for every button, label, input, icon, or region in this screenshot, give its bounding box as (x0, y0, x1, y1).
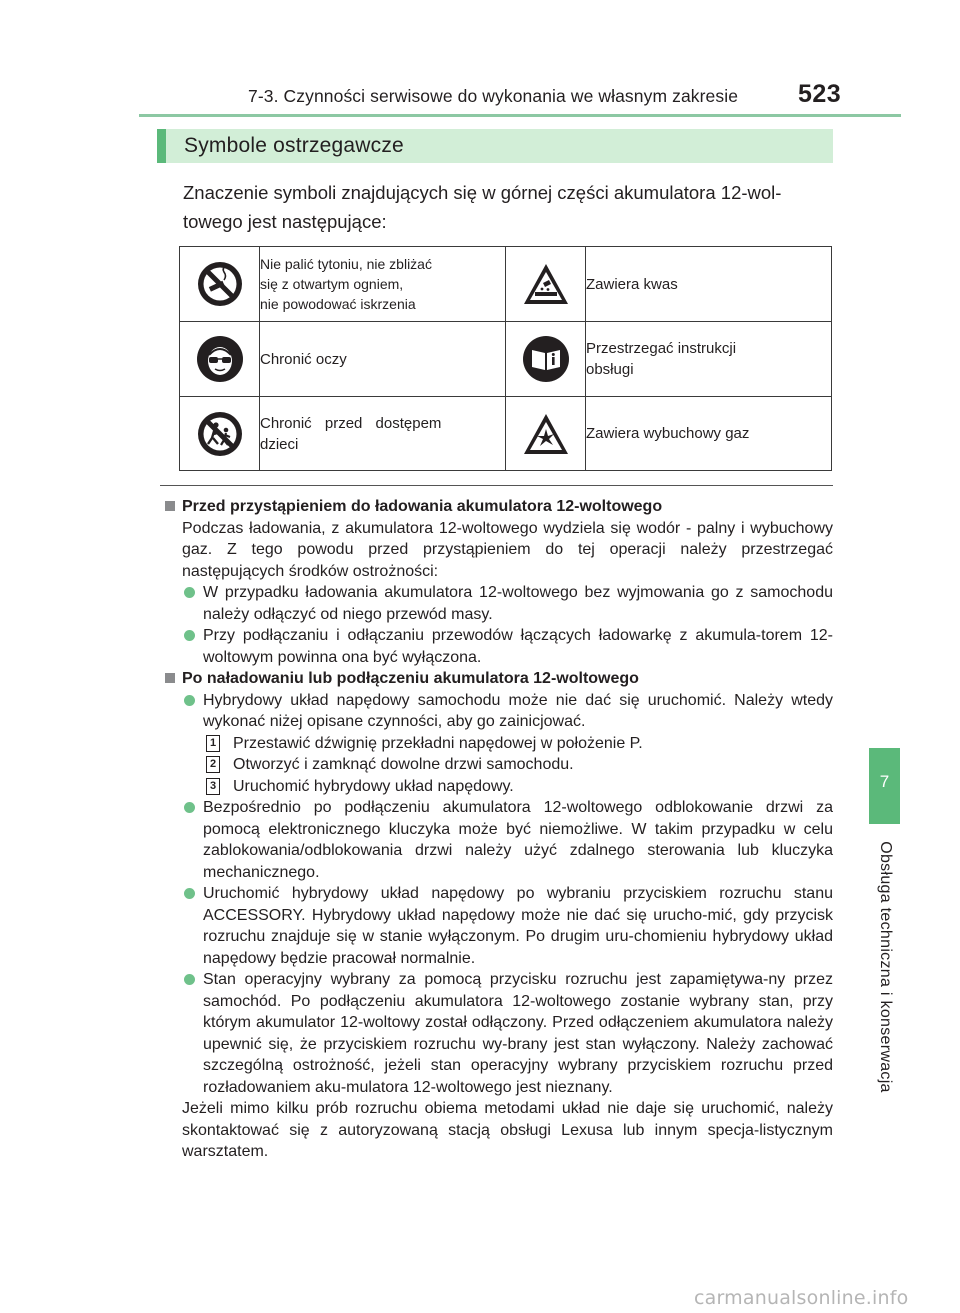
symbol-text-line: dzieci (260, 435, 299, 453)
circle-bullet-icon (184, 587, 195, 598)
no-smoking-icon (196, 260, 244, 308)
circle-bullet-icon (184, 888, 195, 899)
closing-paragraph: Jeżeli mimo kilku prób rozruchu obiema metodami układ nie daje się uruchomić, należy skontaktować się z autoryzowaną stacją obsługi Lexusa lub innym specja-listycznym warsztatem. (182, 1100, 833, 1160)
subsection-heading-text: Po naładowaniu lub podłączeniu akumulatora 12-woltowego (182, 670, 639, 687)
list-item-text: Przy podłączaniu i odłączaniu przewodów łączących ładowarkę z akumula-torem 12-woltowym powinna ona być wyłączona. (203, 627, 833, 666)
symbol-description (586, 247, 832, 322)
symbol-description (260, 397, 506, 471)
symbol-icon-cell (180, 397, 260, 471)
running-header: 7-3. Czynności serwisowe do wykonania we własnym zakresie (248, 86, 739, 106)
list-item (160, 690, 833, 733)
table-row (180, 322, 832, 397)
symbol-description (586, 322, 832, 397)
circle-bullet-icon (184, 695, 195, 706)
symbol-icon-cell (180, 322, 260, 397)
step-number: 1 (206, 735, 220, 752)
symbol-icon-cell (506, 397, 586, 471)
symbol-description (586, 397, 832, 471)
paragraph: Podczas ładowania, z akumulatora 12-woltowego wydziela się wodór - palny i wybuchowy gaz. Z tego powodu przed przystąpieniem do tej operacji należy przestrzegać następujących środków ostrożności: (182, 519, 833, 580)
square-bullet-icon (165, 501, 175, 511)
header-rule (139, 114, 901, 117)
list-item-text: Hybrydowy układ napędowy samochodu może nie dać się uruchomić. Należy wtedy wykonać niżej opisane czynności, aby go zainicjować. (203, 691, 833, 730)
step-text: Przestawić dźwignię przekładni napędowej w położenie P. (233, 734, 643, 752)
section-header (157, 129, 833, 163)
symbol-text-line: nie powodować iskrzenia (260, 296, 416, 312)
subsection-heading (160, 496, 833, 518)
symbol-text-line: Chronić przed dostępem (260, 414, 442, 432)
list-item (160, 883, 833, 969)
read-manual-icon (522, 335, 570, 383)
body-text (160, 496, 833, 1163)
list-item-text: W przypadku ładowania akumulatora 12-woltowego bez wyjmowania go z samochodu należy odłączyć od niego przewód masy. (203, 584, 833, 623)
step-text: Otworzyć i zamknąć dowolne drzwi samochodu. (233, 756, 574, 773)
symbol-text-line: Nie palić tytoniu, nie zbliżać (260, 256, 432, 272)
symbol-icon-cell (506, 247, 586, 322)
page-number: 523 (798, 80, 842, 108)
symbol-text-line: obsługi (586, 361, 634, 378)
subsection-heading (160, 668, 833, 690)
symbol-icon-cell (506, 322, 586, 397)
table-row (180, 247, 832, 322)
explosive-gas-icon (521, 411, 571, 457)
keep-children-away-icon (196, 410, 244, 458)
circle-bullet-icon (184, 974, 195, 985)
list-item-text: Uruchomić hybrydowy układ napędowy po wybraniu przyciskiem rozruchu stanu ACCESSORY. Hybrydowy układ napędowy może nie dać się urucho-mić, gdy przycisk rozruchu znajduje się w stanie wyłączonym. Po drugim uru-chomieniu hybrydowy układ napędowy będzie pracował normalnie. (203, 885, 833, 967)
square-bullet-icon (165, 673, 175, 683)
chapter-number: 7 (879, 772, 890, 791)
step-number: 3 (206, 778, 220, 795)
subsection-heading-text: Przed przystąpieniem do ładowania akumulatora 12-woltowego (182, 498, 663, 515)
list-item (160, 582, 833, 625)
symbol-text-line: Zawiera kwas (586, 275, 678, 293)
chapter-label (870, 832, 900, 1102)
list-item (160, 969, 833, 1098)
numbered-step (160, 733, 833, 755)
symbol-text-line: Przestrzegać instrukcji (586, 340, 737, 357)
table-row (180, 397, 832, 471)
list-item (160, 797, 833, 883)
chapter-tab (869, 748, 900, 824)
chapter-label-text: Obsługa techniczna i konserwacja (877, 841, 894, 1093)
symbol-description (260, 247, 506, 322)
symbol-icon-cell (180, 247, 260, 322)
numbered-step (160, 776, 833, 798)
circle-bullet-icon (184, 630, 195, 641)
numbered-step (160, 754, 833, 776)
symbol-text-line: Chronić oczy (260, 350, 347, 368)
symbol-description (260, 322, 506, 397)
intro-paragraph: Znaczenie symboli znajdujących się w górnej części akumulatora 12-wol-towego jest następujące: (183, 182, 782, 232)
circle-bullet-icon (184, 802, 195, 813)
symbols-table (179, 246, 832, 471)
step-text: Uruchomić hybrydowy układ napędowy. (233, 777, 514, 795)
step-number: 2 (206, 756, 220, 773)
symbol-text-line: Zawiera wybuchowy gaz (586, 425, 750, 442)
separator-rule (160, 485, 833, 486)
eye-protection-icon (196, 335, 244, 383)
symbol-text-line: się z otwartym ogniem, (260, 276, 404, 292)
list-item (160, 625, 833, 668)
list-item-text: Stan operacyjny wybrany za pomocą przycisku rozruchu jest zapamiętywa-ny przez samochód. Po podłączeniu akumulatora 12-woltowego zostanie wybrany stan, przy którym akumulator 12-woltowy został odłączony. Przed odłączeniem akumulatora należy upewnić się, że przyciskiem rozruchu wy-brany jest stan wyłączony. Należy zachować szczególną ostrożność, jeżeli stan operacyjny wybrany przyciskiem rozruchu przed rozładowaniem aku-mulatora 12-woltowego jest nieznany. (203, 971, 833, 1096)
acid-warning-icon (521, 261, 571, 307)
watermark: carmanualsonline.info (694, 1287, 909, 1309)
list-item-text: Bezpośrednio po podłączeniu akumulatora 12-woltowego odblokowanie drzwi za pomocą elektronicznego kluczyka może być niemożliwe. W takim przypadku w celu zablokowania/odblokowania drzwi należy użyć zdalnego sterowania lub kluczyka mechanicznego. (203, 799, 833, 881)
section-title: Symbole ostrzegawcze (184, 134, 404, 157)
